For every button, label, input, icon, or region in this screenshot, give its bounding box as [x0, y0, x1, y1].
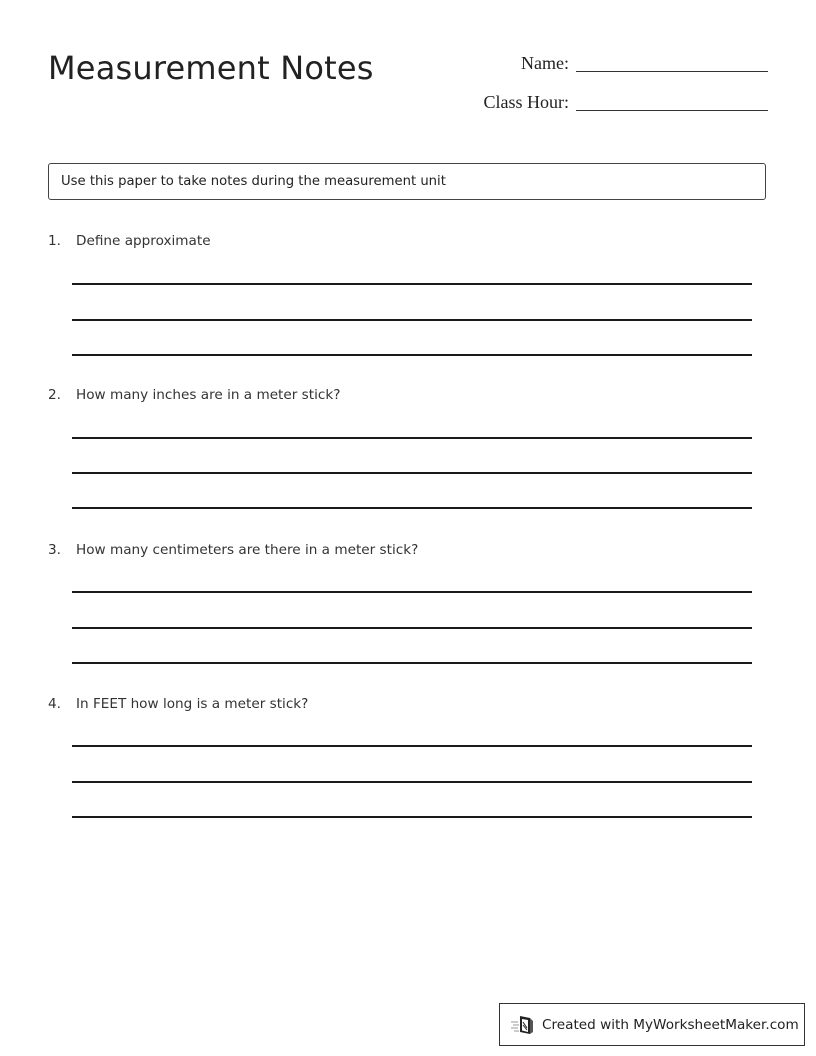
class-hour-label: Class Hour:	[483, 92, 569, 112]
answer-line[interactable]	[72, 627, 752, 629]
answer-line[interactable]	[72, 781, 752, 783]
created-with-credit[interactable]	[499, 1003, 805, 1046]
answer-line[interactable]	[72, 283, 752, 285]
answer-line[interactable]	[72, 319, 752, 321]
question-number: 2.	[48, 387, 61, 403]
class-hour-blank-line[interactable]	[576, 110, 768, 111]
question-text: How many centimeters are there in a meter stick?	[76, 542, 419, 558]
answer-line[interactable]	[72, 354, 752, 356]
question-text: How many inches are in a meter stick?	[76, 387, 341, 403]
page-title: Measurement Notes	[48, 49, 374, 87]
question-2	[48, 386, 768, 404]
name-field	[521, 53, 768, 73]
question-number: 4.	[48, 696, 61, 712]
question-text: Define approximate	[76, 233, 211, 249]
answer-line[interactable]	[72, 591, 752, 593]
class-hour-field	[484, 92, 769, 112]
question-1	[48, 232, 768, 250]
name-label: Name:	[521, 53, 569, 73]
answer-line[interactable]	[72, 662, 752, 664]
answer-line[interactable]	[72, 745, 752, 747]
instructions-box: Use this paper to take notes during the measurement unit	[48, 163, 766, 200]
question-4	[48, 695, 768, 713]
answer-line[interactable]	[72, 472, 752, 474]
question-number: 3.	[48, 542, 61, 558]
question-number: 1.	[48, 233, 61, 249]
answer-line[interactable]	[72, 507, 752, 509]
answer-line[interactable]	[72, 816, 752, 818]
worksheet-maker-logo-icon	[510, 1014, 536, 1036]
question-3	[48, 541, 768, 559]
answer-line[interactable]	[72, 437, 752, 439]
name-blank-line[interactable]	[576, 71, 768, 72]
question-text: In FEET how long is a meter stick?	[76, 696, 309, 712]
credit-text: Created with MyWorksheetMaker.com	[542, 1016, 799, 1033]
